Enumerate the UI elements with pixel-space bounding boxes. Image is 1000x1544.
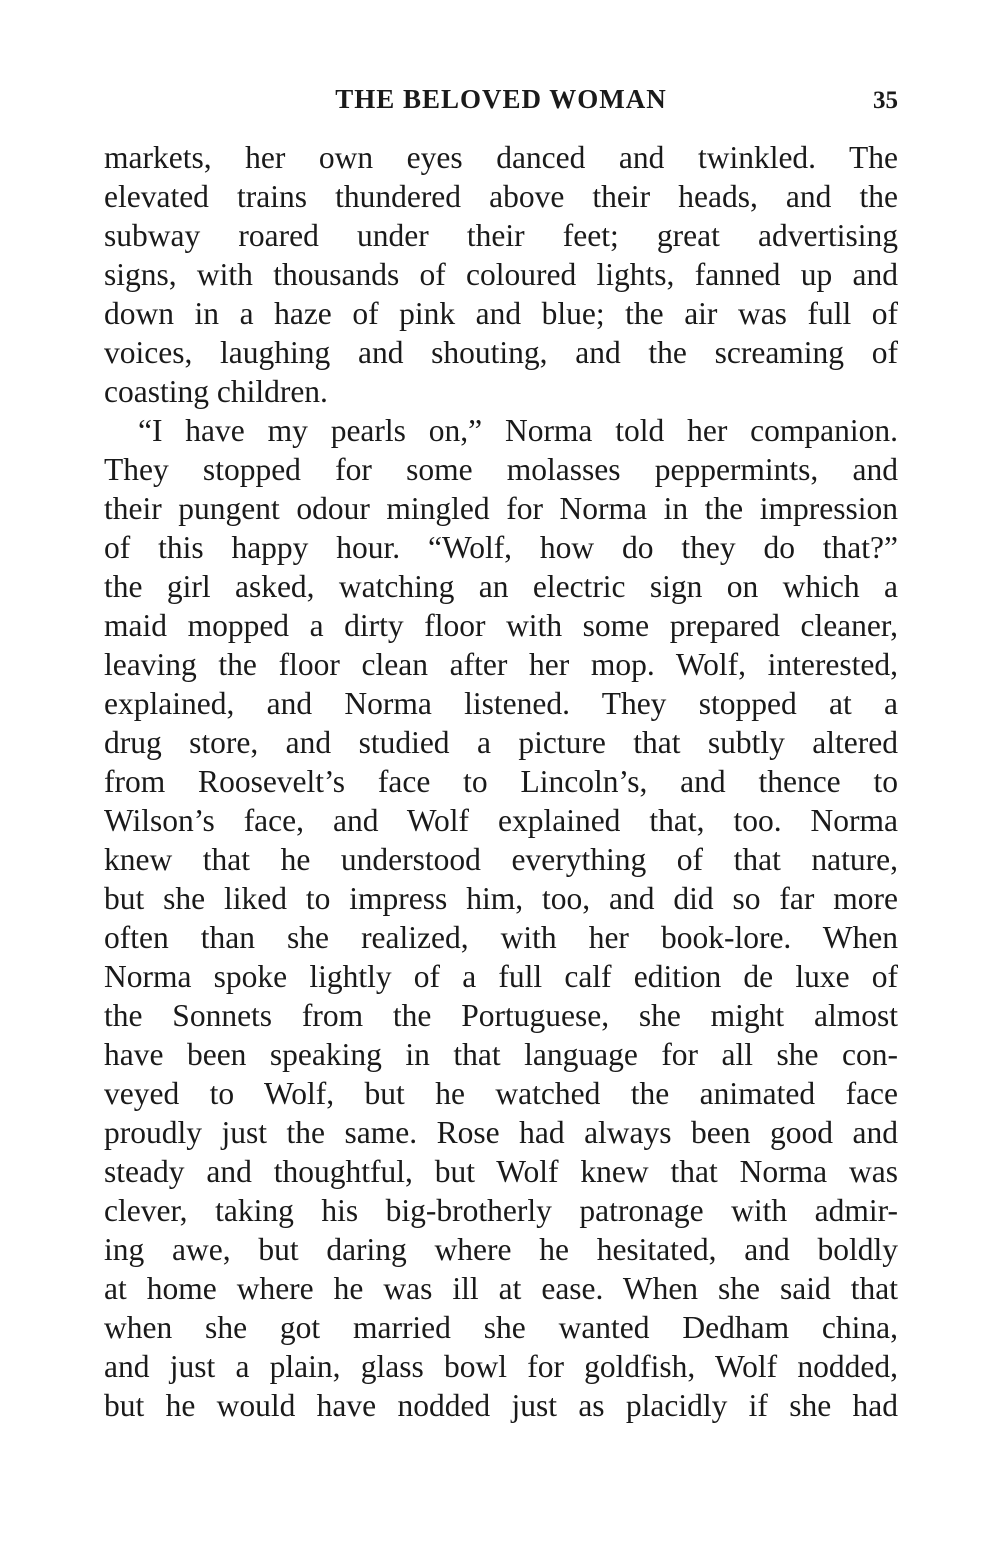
- running-head: [102, 84, 900, 124]
- text-line: when she got married she wanted Dedham china,: [104, 1310, 898, 1345]
- text-line: clever, taking his big-brotherly patronage with admir-: [104, 1193, 898, 1228]
- text-line: maid mopped a dirty floor with some prepared cleaner,: [104, 608, 898, 643]
- text-line: voices, laughing and shouting, and the screaming of: [104, 335, 898, 370]
- text-line: from Roosevelt’s face to Lincoln’s, and thence to: [104, 764, 898, 799]
- text-line: down in a haze of pink and blue; the air was full of: [104, 296, 898, 331]
- text-line: steady and thoughtful, but Wolf knew that Norma was: [104, 1154, 898, 1189]
- text-line: and just a plain, glass bowl for goldfish, Wolf nodded,: [104, 1349, 898, 1384]
- text-line: signs, with thousands of coloured lights, fanned up and: [104, 257, 898, 292]
- running-title: THE BELOVED WOMAN: [335, 84, 667, 114]
- body-text: [104, 138, 898, 1425]
- text-line: of this happy hour. “Wolf, how do they do that?”: [104, 530, 898, 565]
- text-line: Wilson’s face, and Wolf explained that, too. Norma: [104, 803, 898, 838]
- text-line: elevated trains thundered above their heads, and the: [104, 179, 898, 214]
- text-line: Norma spoke lightly of a full calf edition de luxe of: [104, 959, 898, 994]
- text-line: markets, her own eyes danced and twinkled. The: [104, 140, 898, 175]
- text-line: but he would have nodded just as placidly if she had: [104, 1388, 898, 1423]
- text-line: drug store, and studied a picture that subtly altered: [104, 725, 898, 760]
- text-line: veyed to Wolf, but he watched the animated face: [104, 1076, 898, 1111]
- text-line: but she liked to impress him, too, and did so far more: [104, 881, 898, 916]
- text-line: subway roared under their feet; great advertising: [104, 218, 898, 253]
- text-line: have been speaking in that language for all she con-: [104, 1037, 898, 1072]
- text-line: They stopped for some molasses peppermints, and: [104, 452, 898, 487]
- text-line: often than she realized, with her book-lore. When: [104, 920, 898, 955]
- text-line: “I have my pearls on,” Norma told her companion.: [138, 413, 898, 448]
- text-line: knew that he understood everything of that nature,: [104, 842, 898, 877]
- text-line: coasting children.: [104, 374, 328, 409]
- text-line: leaving the floor clean after her mop. Wolf, interested,: [104, 647, 898, 682]
- text-line: proudly just the same. Rose had always been good and: [104, 1115, 898, 1150]
- text-line: at home where he was ill at ease. When she said that: [104, 1271, 898, 1306]
- text-line: ing awe, but daring where he hesitated, and boldly: [104, 1232, 898, 1267]
- text-line: the Sonnets from the Portuguese, she might almost: [104, 998, 898, 1033]
- text-line: their pungent odour mingled for Norma in the impression: [104, 491, 898, 526]
- text-line: the girl asked, watching an electric sign on which a: [104, 569, 898, 604]
- page-number: 35: [873, 87, 898, 114]
- text-line: explained, and Norma listened. They stopped at a: [104, 686, 898, 721]
